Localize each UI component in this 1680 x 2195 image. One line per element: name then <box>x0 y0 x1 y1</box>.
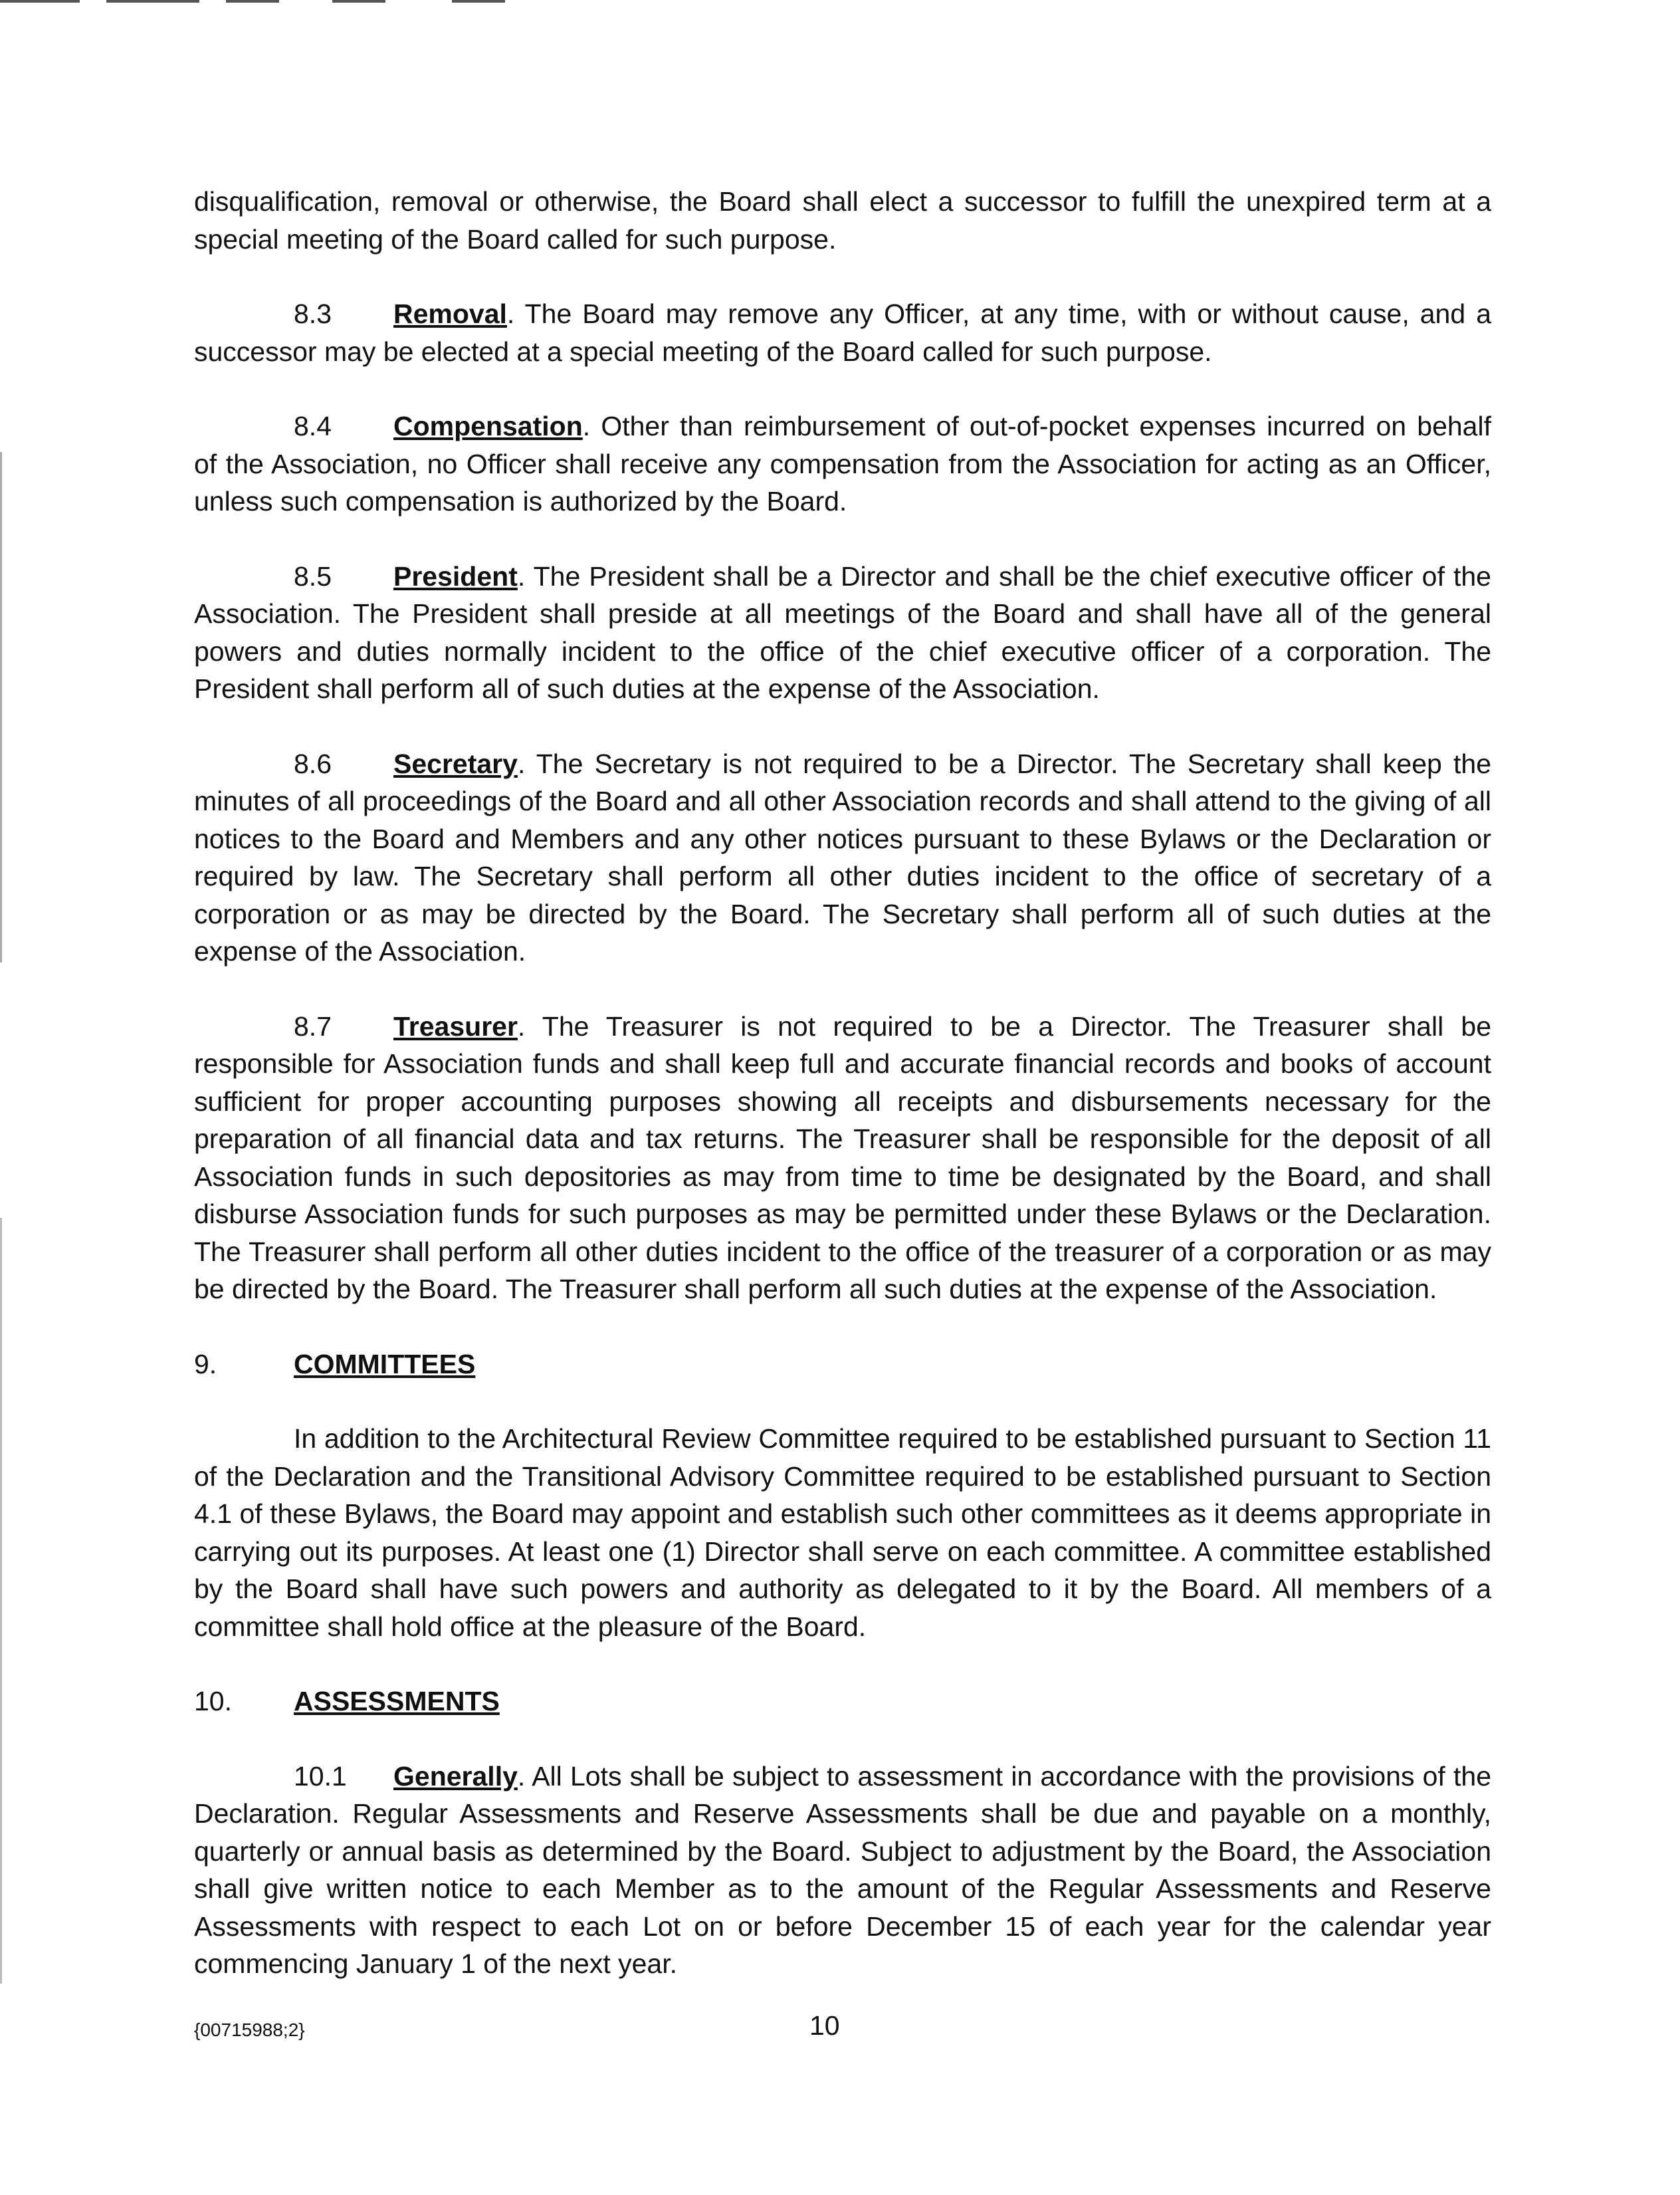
paragraph-continuation: disqualification, removal or otherwise, the Board shall elect a successor to fulfill the unexpired term at a special meeting of the Board called for such purpose. <box>194 186 1491 255</box>
section-title: Removal <box>393 298 507 329</box>
paragraph-committees: In addition to the Architectural Review Committee required to be established pursuant to Section 11 of the Declaration and the Transitional Advisory Committee required to be established pursuant to Section 4.1 of these Bylaws, the Board may appoint and establish such other committees as it deems appropriate in carrying out its purposes. At least one (1) Director shall serve on each committee. A committee established by the Board shall have such powers and authority as delegated to it by the Board. All members of a committee shall hold office at the pleasure of the Board. <box>194 1423 1491 1642</box>
heading-title: ASSESSMENTS <box>294 1686 500 1716</box>
section-title: Generally <box>393 1760 518 1791</box>
section-8-3 <box>194 295 1491 370</box>
scan-edge-top <box>0 0 598 3</box>
section-title: President <box>393 560 518 592</box>
heading-number: 9. <box>194 1348 217 1379</box>
section-number: 10.1 <box>294 1760 347 1791</box>
heading-number: 10. <box>194 1686 232 1716</box>
section-body: . All Lots shall be subject to assessment in accordance with the provisions of the Declaration. Regular Assessments and Reserve Assessments shall be due and payable on a monthly, quarterly or annual basis as determined by the Board. Subject to adjustment by the Board, the Association shall give written notice to each Member as to the amount of the Regular Assessments and Reserve Assessments with respect to each Lot on or before December 15 of each year for the calendar year commencing January 1 of the next year. <box>194 1760 1491 1979</box>
section-body: . Other than reimbursement of out-of-pocket expenses incurred on behalf of the Association, no Officer shall receive any compensation from the Association for acting as an Officer, unless such compensation is authorized by the Board. <box>194 411 1491 517</box>
heading-assessments <box>194 1682 1491 1720</box>
section-title: Treasurer <box>393 1010 518 1042</box>
section-10-1 <box>194 1758 1491 1983</box>
section-8-7 <box>194 1008 1491 1308</box>
section-body: . The President shall be a Director and shall be the chief executive officer of the Association. The President shall preside at all meetings of the Board and shall have all of the general powers and duties normally incident to the office of the chief executive officer of a corporation. The President shall perform all of such duties at the expense of the Association. <box>194 560 1491 704</box>
page-footer <box>194 2010 1491 2050</box>
heading-committees <box>194 1345 1491 1383</box>
section-number: 8.5 <box>294 560 332 592</box>
section-number: 8.7 <box>294 1010 332 1042</box>
page-number: 10 <box>809 2010 840 2041</box>
document-page <box>194 183 1491 1983</box>
section-number: 8.4 <box>294 411 332 441</box>
section-title: Compensation <box>393 411 583 441</box>
section-number: 8.6 <box>294 748 332 779</box>
scan-edge-left <box>0 452 2 2154</box>
document-id: {00715988;2} <box>194 2020 305 2040</box>
section-8-6 <box>194 745 1491 971</box>
section-body: . The Board may remove any Officer, at any time, with or without cause, and a successor may be elected at a special meeting of the Board called for such purpose. <box>194 298 1491 367</box>
section-8-5 <box>194 558 1491 708</box>
heading-title: COMMITTEES <box>294 1348 476 1379</box>
section-body: . The Secretary is not required to be a Director. The Secretary shall keep the minutes of all proceedings of the Board and all other Association records and shall attend to the giving of all notices to the Board and Members and any other notices pursuant to these Bylaws or the Declaration or required by law. The Secretary shall perform all other duties incident to the office of secretary of a corporation or as may be directed by the Board. The Secretary shall perform all of such duties at the expense of the Association. <box>194 748 1491 967</box>
section-body: . The Treasurer is not required to be a Director. The Treasurer shall be responsible for Association funds and shall keep full and accurate financial records and books of account sufficient for proper accounting purposes showing all receipts and disbursements necessary for the preparation of all financial data and tax returns. The Treasurer shall be responsible for the deposit of all Association funds in such depositories as may from time to time be designated by the Board, and shall disburse Association funds for such purposes as may be permitted under these Bylaws or the Declaration. The Treasurer shall perform all other duties incident to the office of the treasurer of a corporation or as may be directed by the Board. The Treasurer shall perform all such duties at the expense of the Association. <box>194 1010 1491 1304</box>
section-title: Secretary <box>393 748 518 779</box>
section-8-4 <box>194 407 1491 520</box>
section-number: 8.3 <box>294 298 332 329</box>
